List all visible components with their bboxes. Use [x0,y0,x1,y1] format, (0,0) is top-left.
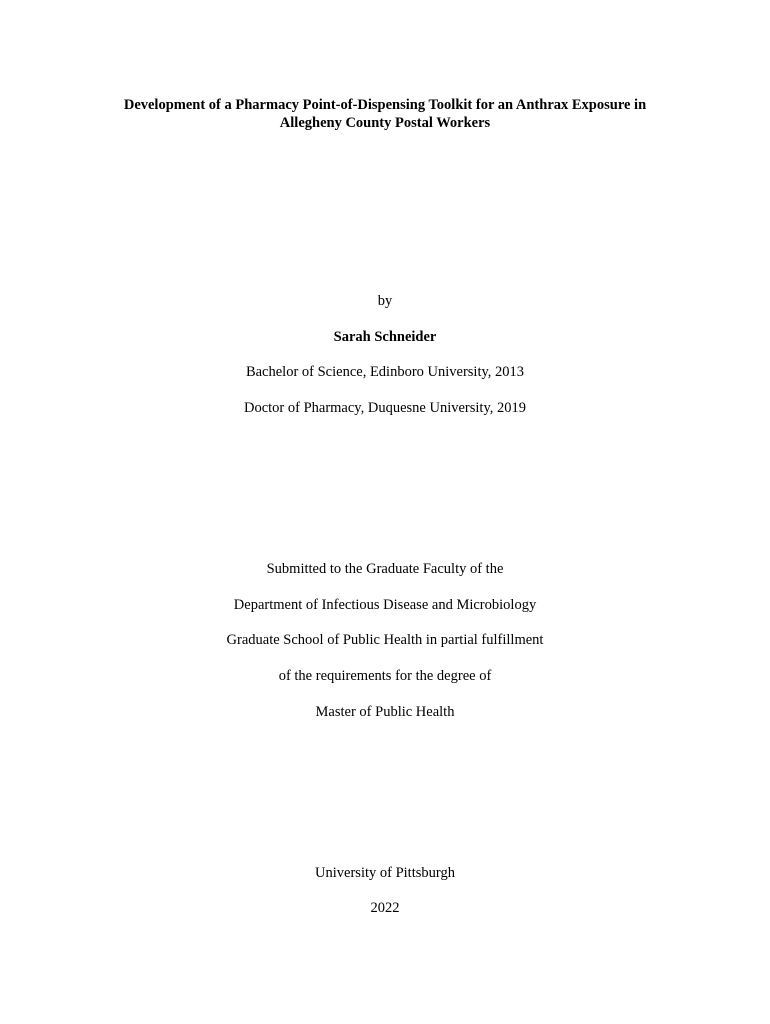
submission-statement-line-1: Submitted to the Graduate Faculty of the [266,561,504,577]
submission-statement-line-3: Graduate School of Public Health in partial fulfillment [226,632,544,648]
submission-statement-line-4: of the requirements for the degree of [278,668,492,684]
submission-statement-line-2: Department of Infectious Disease and Microbiology [233,597,537,613]
thesis-title-line-1: Development of a Pharmacy Point-of-Dispensing Toolkit for an Anthrax Exposure in [123,97,647,113]
prior-degree-2: Doctor of Pharmacy, Duquesne University, 2019 [243,400,526,416]
author-name: Sarah Schneider [333,329,437,345]
prior-degree-1: Bachelor of Science, Edinboro University, 2013 [245,364,525,380]
by-label: by [377,293,393,309]
thesis-title-line-2: Allegheny County Postal Workers [279,115,491,131]
institution-name: University of Pittsburgh [315,865,455,881]
degree-name: Master of Public Health [315,704,455,720]
submission-year: 2022 [370,900,400,916]
